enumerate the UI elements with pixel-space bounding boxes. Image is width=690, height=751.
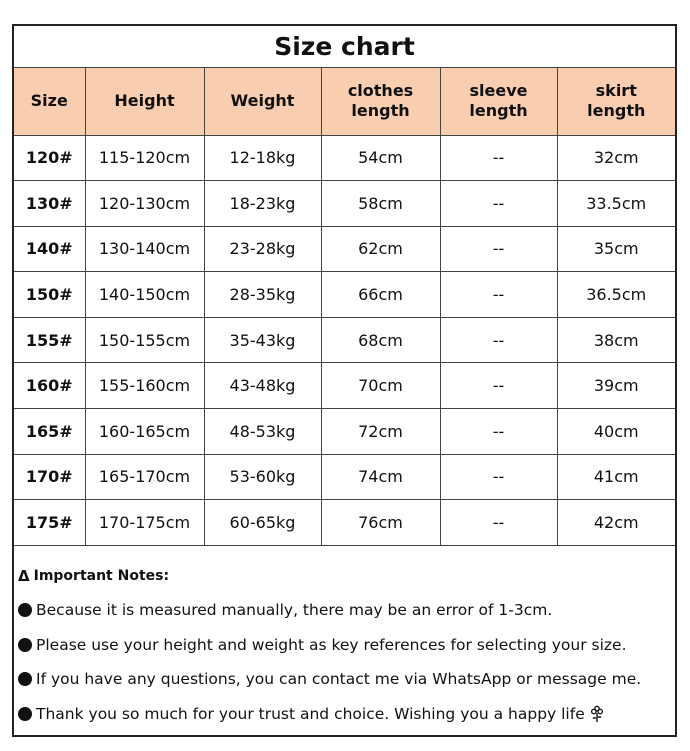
sleeve-length-cell: -- — [440, 317, 557, 363]
size-cell: 120# — [14, 135, 85, 181]
clothes-length-cell: 62cm — [321, 226, 440, 272]
table-row — [14, 317, 675, 363]
note-item — [18, 669, 675, 689]
height-cell: 170-175cm — [85, 500, 204, 546]
table-body — [14, 135, 675, 545]
table-row — [14, 135, 675, 181]
important-notes — [14, 546, 675, 724]
note-text: Thank you so much for your trust and choice. Wishing you a happy life — [36, 704, 585, 723]
weight-cell: 28-35kg — [204, 272, 321, 318]
size-cell: 165# — [14, 409, 85, 455]
height-cell: 150-155cm — [85, 317, 204, 363]
sleeve-length-cell: -- — [440, 226, 557, 272]
skirt-length-cell: 33.5cm — [557, 181, 675, 227]
delta-icon: Δ — [18, 566, 30, 585]
skirt-length-cell: 39cm — [557, 363, 675, 409]
sleeve-length-cell: -- — [440, 409, 557, 455]
sleeve-length-cell: -- — [440, 135, 557, 181]
bullet-dot-icon — [18, 672, 32, 686]
weight-cell: 23-28kg — [204, 226, 321, 272]
clothes-length-cell: 66cm — [321, 272, 440, 318]
weight-cell: 48-53kg — [204, 409, 321, 455]
clothes-length-cell: 68cm — [321, 317, 440, 363]
notes-heading — [18, 566, 675, 586]
clothes-length-cell: 54cm — [321, 135, 440, 181]
weight-cell: 18-23kg — [204, 181, 321, 227]
clothes-length-cell: 72cm — [321, 409, 440, 455]
weight-cell: 35-43kg — [204, 317, 321, 363]
header-height: Height — [85, 68, 204, 135]
notes-heading-label: Important Notes: — [33, 567, 170, 584]
table-row — [14, 363, 675, 409]
size-cell: 160# — [14, 363, 85, 409]
header-sleeve-length: sleeve length — [440, 68, 557, 135]
clothes-length-cell: 58cm — [321, 181, 440, 227]
sleeve-length-cell: -- — [440, 454, 557, 500]
size-chart-sheet — [12, 24, 677, 737]
table-row — [14, 409, 675, 455]
page-title: Size chart — [14, 26, 675, 68]
table-row — [14, 226, 675, 272]
size-table — [14, 68, 675, 546]
note-text: Please use your height and weight as key references for selecting your size. — [36, 635, 627, 654]
size-cell: 155# — [14, 317, 85, 363]
weight-cell: 53-60kg — [204, 454, 321, 500]
sleeve-length-cell: -- — [440, 363, 557, 409]
header-weight: Weight — [204, 68, 321, 135]
note-item — [18, 635, 675, 655]
table-header-row — [14, 68, 675, 135]
size-cell: 170# — [14, 454, 85, 500]
bullet-dot-icon — [18, 638, 32, 652]
sleeve-length-cell: -- — [440, 181, 557, 227]
weight-cell: 43-48kg — [204, 363, 321, 409]
table-row — [14, 181, 675, 227]
size-cell: 140# — [14, 226, 85, 272]
bullet-dot-icon — [18, 603, 32, 617]
header-skirt-length: skirt length — [557, 68, 675, 135]
skirt-length-cell: 41cm — [557, 454, 675, 500]
bullet-dot-icon — [18, 707, 32, 721]
skirt-length-cell: 42cm — [557, 500, 675, 546]
height-cell: 140-150cm — [85, 272, 204, 318]
note-text: If you have any questions, you can contact me via WhatsApp or message me. — [36, 670, 642, 689]
skirt-length-cell: 36.5cm — [557, 272, 675, 318]
clothes-length-cell: 76cm — [321, 500, 440, 546]
header-size: Size — [14, 68, 85, 135]
skirt-length-cell: 35cm — [557, 226, 675, 272]
table-row — [14, 454, 675, 500]
skirt-length-cell: 32cm — [557, 135, 675, 181]
clothes-length-cell: 74cm — [321, 454, 440, 500]
size-cell: 175# — [14, 500, 85, 546]
height-cell: 120-130cm — [85, 181, 204, 227]
sleeve-length-cell: -- — [440, 272, 557, 318]
size-cell: 130# — [14, 181, 85, 227]
note-item — [18, 600, 675, 620]
height-cell: 130-140cm — [85, 226, 204, 272]
height-cell: 155-160cm — [85, 363, 204, 409]
table-row — [14, 500, 675, 546]
flower-icon — [590, 705, 604, 723]
height-cell: 115-120cm — [85, 135, 204, 181]
table-row — [14, 272, 675, 318]
note-item — [18, 704, 675, 724]
height-cell: 165-170cm — [85, 454, 204, 500]
header-clothes-length: clothes length — [321, 68, 440, 135]
note-text: Because it is measured manually, there may be an error of 1-3cm. — [36, 601, 553, 620]
clothes-length-cell: 70cm — [321, 363, 440, 409]
skirt-length-cell: 38cm — [557, 317, 675, 363]
skirt-length-cell: 40cm — [557, 409, 675, 455]
size-cell: 150# — [14, 272, 85, 318]
sleeve-length-cell: -- — [440, 500, 557, 546]
height-cell: 160-165cm — [85, 409, 204, 455]
weight-cell: 60-65kg — [204, 500, 321, 546]
weight-cell: 12-18kg — [204, 135, 321, 181]
